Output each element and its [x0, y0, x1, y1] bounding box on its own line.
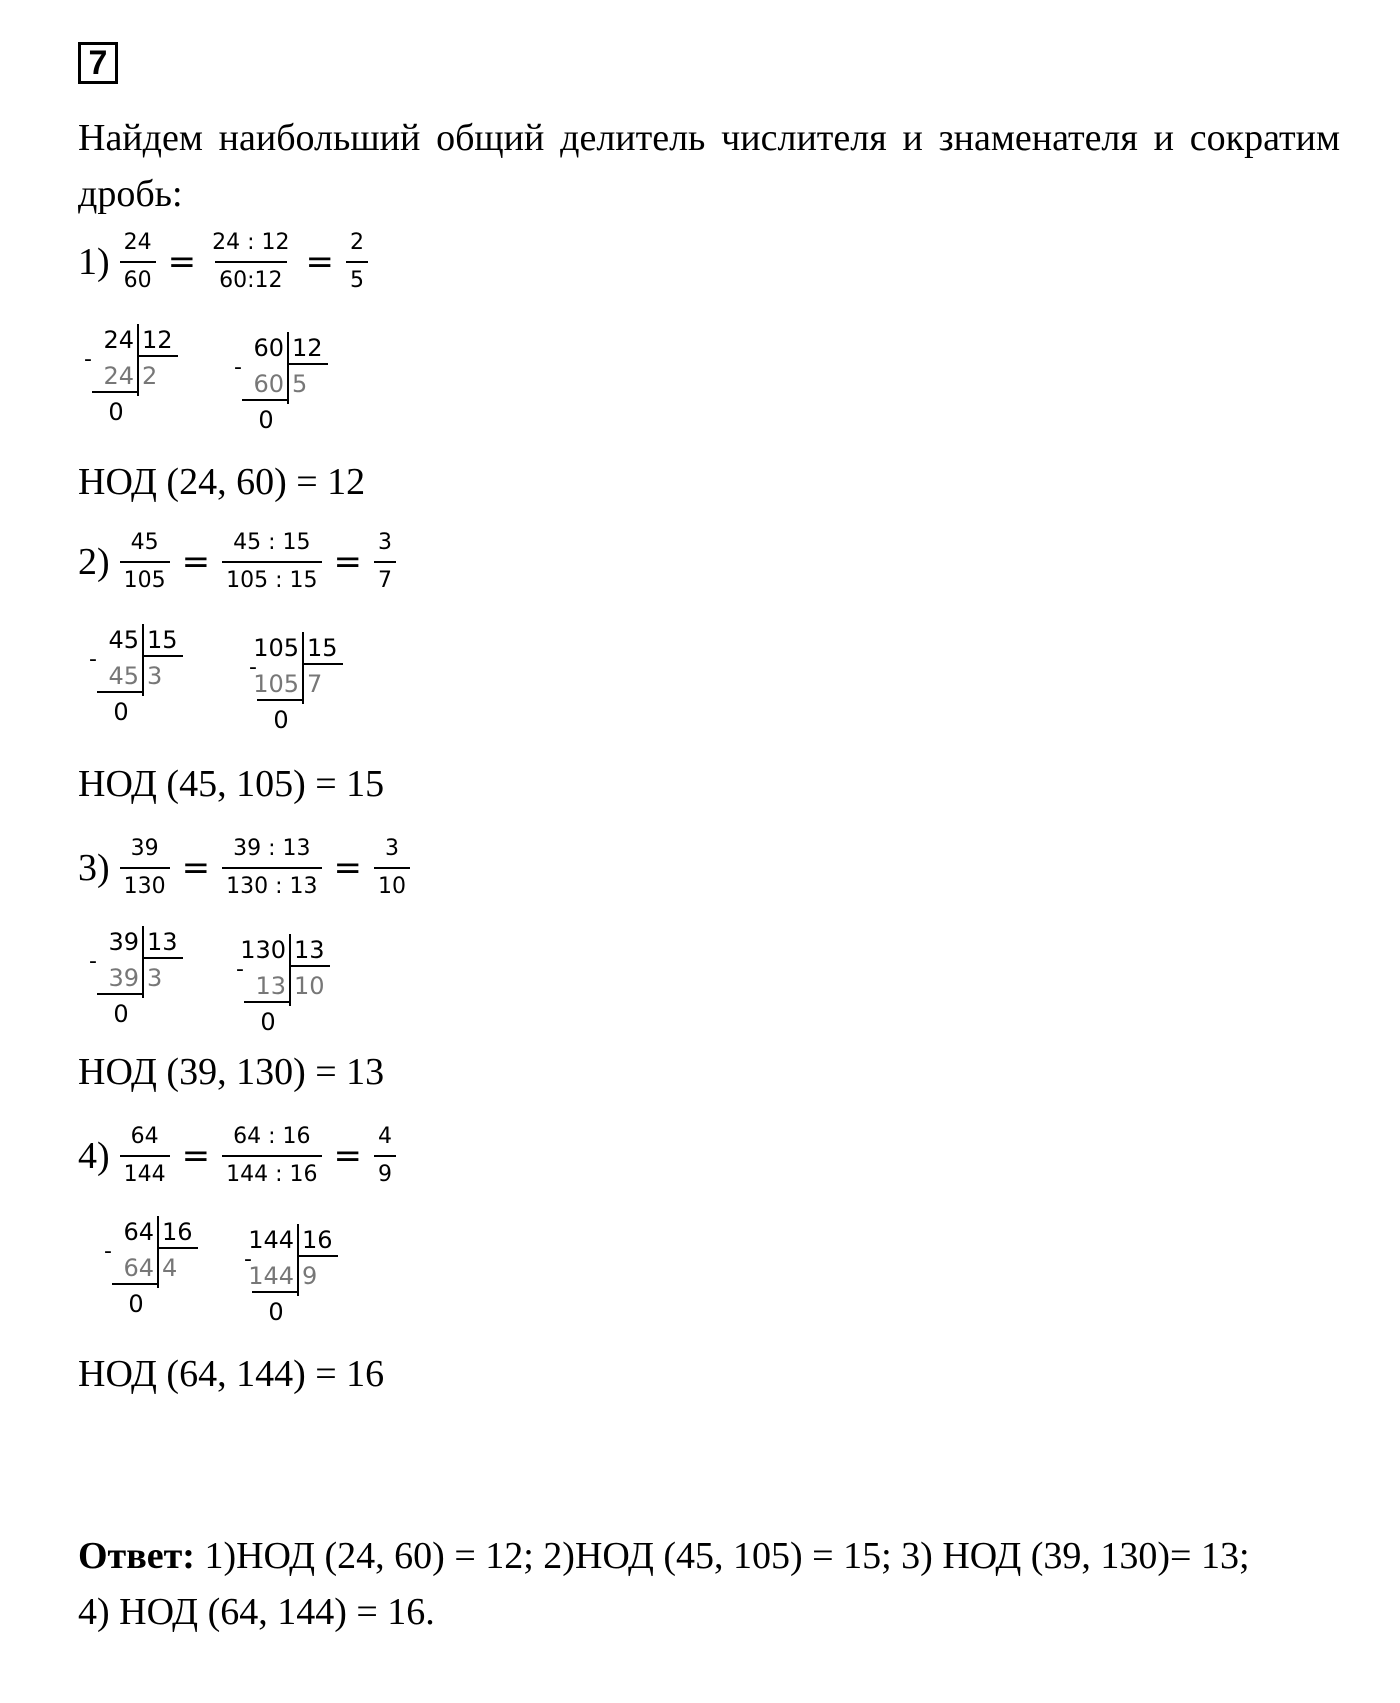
subtrahend: 144	[248, 1262, 294, 1290]
reduced-fraction	[374, 835, 410, 901]
remainder: 0	[128, 1290, 144, 1318]
subtrahend: 105	[253, 670, 299, 698]
fraction-step	[78, 222, 372, 302]
original-fraction	[120, 835, 170, 901]
minus-sign: -	[104, 1239, 112, 1264]
intro-text: Найдем наибольший общий делитель числителя и знаменателя и сократим дробь:	[78, 117, 1340, 215]
equals-sign: =	[333, 542, 363, 582]
reduced-fraction	[374, 529, 396, 595]
gcd-result: НОД (39, 130) = 13	[78, 1051, 385, 1093]
subtrahend: 13	[255, 972, 286, 1000]
divisor: 15	[147, 626, 178, 654]
step-number: 4)	[78, 1135, 110, 1177]
quotient: 3	[147, 964, 163, 992]
minus-sign: -	[244, 1247, 252, 1272]
numerator: 4	[378, 1124, 393, 1149]
dividend: 45	[108, 626, 139, 654]
dividend: 130	[240, 936, 286, 964]
quotient: 9	[302, 1262, 318, 1290]
task-number: 7	[78, 42, 118, 84]
long-division-numerator	[85, 922, 215, 1037]
dividend: 24	[103, 326, 134, 354]
numerator: 39 : 13	[233, 836, 311, 861]
quotient: 3	[147, 662, 163, 690]
remainder: 0	[258, 406, 274, 434]
numerator: 39	[130, 836, 159, 861]
divisor: 12	[142, 326, 173, 354]
quotient: 4	[162, 1254, 178, 1282]
long-division-denominator	[230, 328, 360, 443]
dividend: 105	[253, 634, 299, 662]
subtrahend: 24	[103, 362, 134, 390]
equals-sign: =	[333, 848, 363, 888]
numerator: 45	[130, 530, 159, 555]
minus-sign: -	[89, 647, 97, 672]
long-division-denominator	[245, 628, 375, 743]
subtrahend: 64	[123, 1254, 154, 1282]
long-division-denominator	[232, 930, 362, 1045]
divisor: 15	[307, 634, 338, 662]
step-number: 3)	[78, 847, 110, 889]
division-fraction	[222, 529, 321, 595]
fraction-step	[78, 522, 400, 602]
divisor: 12	[292, 334, 323, 362]
denominator: 9	[374, 1155, 396, 1189]
minus-sign: -	[89, 949, 97, 974]
dividend: 39	[108, 928, 139, 956]
subtrahend: 60	[253, 370, 284, 398]
numerator: 24 : 12	[212, 230, 290, 255]
division-fraction	[222, 835, 321, 901]
numerator: 2	[350, 230, 365, 255]
reduced-fraction	[374, 1123, 396, 1189]
denominator: 10	[374, 867, 410, 901]
divisor: 13	[147, 928, 178, 956]
quotient: 10	[294, 972, 325, 1000]
quotient: 5	[292, 370, 308, 398]
answer-line-2: 4) НОД (64, 144) = 16.	[78, 1591, 435, 1633]
numerator: 3	[378, 530, 393, 555]
dividend: 60	[253, 334, 284, 362]
denominator: 130 : 13	[222, 867, 321, 901]
denominator: 60:12	[215, 261, 286, 295]
gcd-result: НОД (24, 60) = 12	[78, 461, 366, 503]
numerator: 64 : 16	[233, 1124, 311, 1149]
denominator: 130	[120, 867, 170, 901]
divisor: 13	[294, 936, 325, 964]
denominator: 7	[374, 561, 396, 595]
equals-sign: =	[181, 1136, 211, 1176]
equals-sign: =	[305, 242, 335, 282]
quotient: 2	[142, 362, 158, 390]
long-division-numerator	[85, 620, 215, 735]
divisor: 16	[162, 1218, 193, 1246]
denominator: 105 : 15	[222, 561, 321, 595]
remainder: 0	[113, 698, 129, 726]
minus-sign: -	[249, 655, 257, 680]
original-fraction	[120, 529, 170, 595]
minus-sign: -	[84, 347, 92, 372]
step-number: 2)	[78, 541, 110, 583]
original-fraction	[120, 1123, 170, 1189]
denominator: 5	[346, 261, 368, 295]
numerator: 3	[385, 836, 400, 861]
step-number: 1)	[78, 241, 110, 283]
denominator: 60	[120, 261, 156, 295]
answer-label: Ответ:	[78, 1535, 195, 1577]
division-fraction	[222, 1123, 321, 1189]
remainder: 0	[273, 706, 289, 734]
subtrahend: 45	[108, 662, 139, 690]
denominator: 144	[120, 1155, 170, 1189]
numerator: 45 : 15	[233, 530, 311, 555]
quotient: 7	[307, 670, 323, 698]
gcd-result: НОД (64, 144) = 16	[78, 1353, 385, 1395]
dividend: 64	[123, 1218, 154, 1246]
reduced-fraction	[346, 229, 368, 295]
fraction-step	[78, 1116, 400, 1196]
original-fraction	[120, 229, 156, 295]
divisor: 16	[302, 1226, 333, 1254]
long-division-numerator	[80, 320, 210, 435]
minus-sign: -	[236, 957, 244, 982]
equals-sign: =	[181, 848, 211, 888]
denominator: 105	[120, 561, 170, 595]
minus-sign: -	[234, 355, 242, 380]
remainder: 0	[113, 1000, 129, 1028]
answer-line-1: 1)НОД (24, 60) = 12; 2)НОД (45, 105) = 15; 3) НОД (39, 130)= 13;	[194, 1535, 1250, 1577]
long-division-numerator	[100, 1212, 230, 1327]
remainder: 0	[268, 1298, 284, 1326]
equals-sign: =	[181, 542, 211, 582]
remainder: 0	[108, 398, 124, 426]
gcd-result: НОД (45, 105) = 15	[78, 763, 385, 805]
subtrahend: 39	[108, 964, 139, 992]
numerator: 64	[130, 1124, 159, 1149]
denominator: 144 : 16	[222, 1155, 321, 1189]
equals-sign: =	[167, 242, 197, 282]
numerator: 24	[123, 230, 152, 255]
answer	[78, 1528, 1340, 1640]
equals-sign: =	[333, 1136, 363, 1176]
division-fraction	[208, 229, 293, 295]
long-division-denominator	[240, 1220, 370, 1335]
dividend: 144	[248, 1226, 294, 1254]
fraction-step	[78, 828, 414, 908]
remainder: 0	[260, 1008, 276, 1036]
